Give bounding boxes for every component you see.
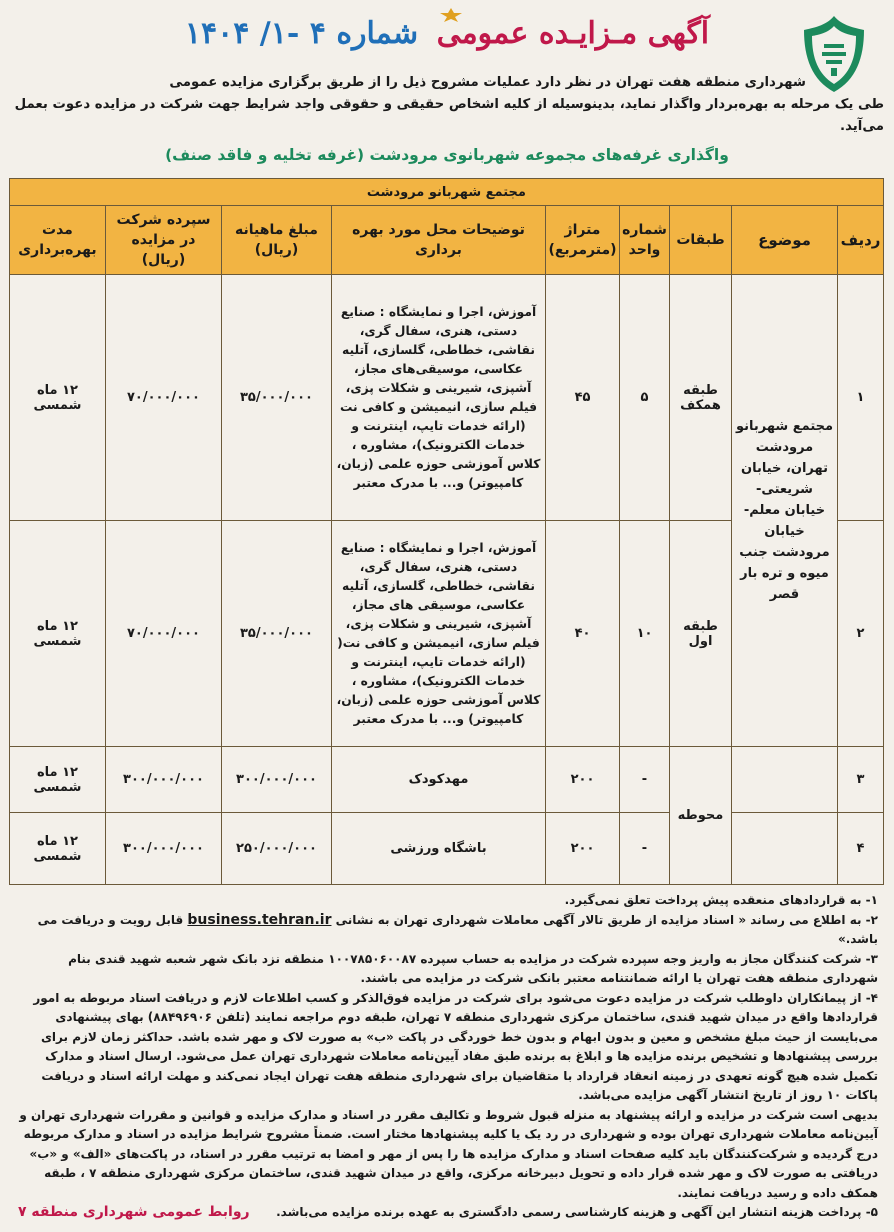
business-site-link[interactable]: business.tehran.ir [187, 911, 332, 928]
note-4: ۴- از پیمانکاران داوطلب شرکت در مزایده دعوت می‌شود برای شرکت در مزایده فوق‌الذکر و کسب اطلاعات لازم و دریافت اسناد مربوطه به امور قراردادها واقع در میدان شهید قندی، ساختمان مرکزی شهرداری منطقه ۷ تهران، طبقه دوم مراجعه نمایند (تلفن ۸۸۴۹۶۹۰۶) بهای پیشنهادی می‌بایست از حیث مبلغ مشخص و معین و بدون ابهام و بدون خط خوردگی در پاکت «ب» به صورت لاک و مهر شده باشد. حداکثر زمان لازم برای بررسی پیشنهادها و تشخیص برنده مزایده ها و ابلاغ به برنده طبق مفاد آیین‌نامه معاملات شهرداری تهران عمل می‌شود. ارسال اسناد و مدارک تکمیل شده هیچ گونه تعهدی در زمینه انعقاد قرارداد با متقاضیان برای شهرداری منطقه هفت تهران ایجاد نمی‌کند و مهلت ارائه اسناد و دریافت پاکات ۱۰ روز از تاریخ انتشار آگهی مزایده می‌باشد. [33, 990, 878, 1102]
header-monthly: مبلغ ماهیانه (ریال) [222, 206, 332, 275]
cell-subject-empty [732, 747, 838, 813]
table-caption: مجتمع شهربانو مرودشت [9, 179, 883, 206]
cell-desc: باشگاه ورزشی [332, 813, 546, 885]
cell-row-number: ۴ [838, 813, 884, 885]
note-2-text: ۲- به اطلاع می رساند « اسناد مزایده از طریق تالار آگهی معاملات شهرداری تهران به نشانی [335, 912, 878, 927]
note-1: ۱- به قراردادهای منعقده پیش پرداخت تعلق نمی‌گیرد. [564, 893, 878, 907]
auction-table [9, 178, 884, 885]
cell-subject: مجتمع شهربانو مرودشت تهران، خیابان شریعتی- خیابان معلم- خیابان مرودشت جنب میوه و تره بار قصر [732, 275, 838, 747]
cell-area: ۴۰ [546, 521, 620, 747]
cell-floor: طبقه همکف [670, 275, 732, 521]
title-main: آگهی مـزایـده عمومی [436, 16, 710, 51]
table-header-row [9, 206, 883, 275]
cell-floor: محوطه [670, 747, 732, 885]
footer-public-relations: روابط عمومی شهرداری منطقه ۷ [18, 1204, 250, 1220]
cell-row-number: ۳ [838, 747, 884, 813]
header-row-number: ردیف [838, 206, 884, 275]
intro-line-1 [10, 72, 884, 94]
notes-section [10, 891, 884, 1223]
cell-deposit: ۷۰/۰۰۰/۰۰۰ [106, 275, 222, 521]
cell-deposit: ۳۰۰/۰۰۰/۰۰۰ [106, 813, 222, 885]
cell-desc: آموزش، اجرا و نمایشگاه : صنایع دستی، هنری، سفال گری، نقاشی، خطاطی، گلسازی، آتلیه عکاسی، موسیقی‌های مجاز، آشپزی، شیرینی و شکلات پزی، فیلم سازی، انیمیشن و کافی نت (ارائه خدمات تایپ، اینترنت و خدمات الکترونیک)، مشاوره ، کلاس آموزشی حوزه علمی (زبان، کامپیوتر) و... با مدرک معتبر [332, 275, 546, 521]
header-floor: طبقات [670, 206, 732, 275]
cell-monthly: ۳۰۰/۰۰۰/۰۰۰ [222, 747, 332, 813]
header-duration: مدت بهره‌برداری [9, 206, 105, 275]
cell-unit: - [620, 813, 670, 885]
cell-unit: ۱۰ [620, 521, 670, 747]
cell-desc: آموزش، اجرا و نمایشگاه : صنایع دستی، هنری، سفال گری، نقاشی، خطاطی، گلسازی، آتلیه عکاسی، موسیقی های مجاز، آشپزی، شیرینی و شکلات پزی، فیلم سازی، انیمیشن و کافی نت( (ارائه خدمات تایپ، اینترنت و خدمات الکترونیک)، مشاوره ، کلاس آموزشی حوزه علمی (زبان، کامپیوتر) و... با مدرک معتبر [332, 521, 546, 747]
header-desc: توضیحات محل مورد بهره برداری [332, 206, 546, 275]
header-unit: شماره واحد [620, 206, 670, 275]
cell-unit: - [620, 747, 670, 813]
cell-row-number: ۲ [838, 521, 884, 747]
cell-monthly: ۲۵۰/۰۰۰/۰۰۰ [222, 813, 332, 885]
cell-deposit: ۷۰/۰۰۰/۰۰۰ [106, 521, 222, 747]
note-2 [16, 911, 878, 950]
note-3: ۳- شرکت کنندگان مجاز به واریز وجه سپرده شرکت در مزایده به حساب سپرده ۱۰۰۷۸۵۰۶۰۰۸۷ منطقه نزد بانک شهر شعبه شهید قندی بنام شهرداری منطقه هفت تهران یا ارائه ضمانتنامه معتبر بانکی شرکت در مزایده می باشند. [68, 951, 878, 985]
cell-duration: ۱۲ ماه شمسی [9, 813, 105, 885]
header [10, 6, 884, 70]
cell-area: ۲۰۰ [546, 813, 620, 885]
header-subject: موضوع [732, 206, 838, 275]
cell-duration: ۱۲ ماه شمسی [9, 275, 105, 521]
cell-deposit: ۳۰۰/۰۰۰/۰۰۰ [106, 747, 222, 813]
cell-monthly: ۳۵/۰۰۰/۰۰۰ [222, 275, 332, 521]
table-row [9, 275, 883, 521]
title-number: شماره ۴ -۱/ ۱۴۰۴ [184, 16, 419, 51]
intro-text-1: در نظر دارد عملیات مشروح ذیل را از طریق برگزاری مزایده عمومی [169, 75, 612, 90]
cell-area: ۴۵ [546, 275, 620, 521]
note-5: بدیهی است شرکت در مزایده و ارائه پیشنهاد به منزله قبول شروط و تکالیف مقرر در اسناد و مدارک مزایده و قوانین و مقررات شهرداری تهران و آیین‌نامه معاملات شهرداری تهران بوده و شهرداری در رد یک یا کلیه پیشنهادها مختار است. ضمناً مشروح شرایط مزایده در اسناد و مدارک مربوطه درج گردیده و شرکت‌کنندگان باید کلیه صفحات اسناد و مدارک مزایده ها را پس از مهر و امضا به ترتیب مقرر در اسناد، در پاکت‌های «الف» و «ب» دریافتی به صورت لاک و مهر شده قرار داده و تحویل دبیرخانه مرکزی، واقع در میدان شهید قندی، ساختمان مرکزی شهرداری منطقه ۷ ، طبقه همکف داده و رسید دریافت نمایند. [19, 1107, 878, 1200]
header-area: متراژ (مترمربع) [546, 206, 620, 275]
note-2-tail: قابل رویت و دریافت می باشد.» [37, 912, 878, 946]
cell-floor: طبقه اول [670, 521, 732, 747]
subtitle: واگذاری غرفه‌های مجموعه شهربانوی مرودشت (غرفه تخلیه و فاقد صنف) [165, 146, 729, 164]
table-row [9, 747, 883, 813]
cell-unit: ۵ [620, 275, 670, 521]
header-deposit: سپرده شرکت در مزایده (ریال) [106, 206, 222, 275]
cell-desc: مهدکودک [332, 747, 546, 813]
intro-line-2: طی یک مرحله به بهره‌بردار واگذار نماید، بدینوسیله از کلیه اشخاص حقیقی و حقوقی واجد شرایط جهت شرکت در مزایده دعوت بعمل می‌آید. [14, 97, 884, 134]
table-row [9, 813, 883, 885]
cell-row-number: ۱ [838, 275, 884, 521]
cell-monthly: ۳۵/۰۰۰/۰۰۰ [222, 521, 332, 747]
cell-duration: ۱۲ ماه شمسی [9, 521, 105, 747]
cell-area: ۲۰۰ [546, 747, 620, 813]
cell-duration: ۱۲ ماه شمسی [9, 747, 105, 813]
org-name: شهرداری منطقه هفت تهران [615, 75, 806, 90]
cell-subject-empty [732, 813, 838, 885]
note-6: ۵- پرداخت هزینه انتشار این آگهی و هزینه کارشناسی رسمی دادگستری به عهده برنده مزایده می‌باشد. [276, 1205, 878, 1219]
page-title [10, 16, 884, 51]
